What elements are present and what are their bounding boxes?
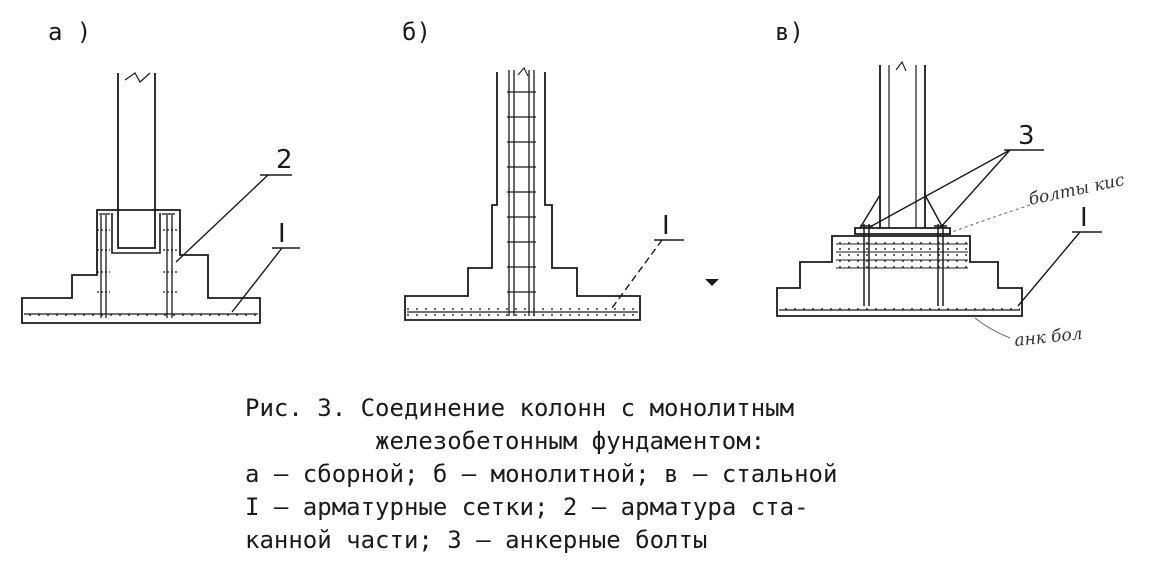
caption-line-3: а – сборной; б – монолитной; в – стальной <box>245 460 838 488</box>
panel-a-socket <box>112 213 160 253</box>
panel-c-steel-column <box>775 18 1127 351</box>
panel-a-foundation <box>22 210 260 323</box>
panel-a-leader-2 <box>176 175 268 262</box>
panel-b-callout-1: I <box>662 211 670 241</box>
panel-b-column-cage <box>507 68 536 316</box>
panel-c-handwritten-bottom: анк бол <box>1013 323 1084 351</box>
caption-line-5: канной части; 3 – анкерные болты <box>245 526 708 554</box>
panel-c-handwritten-top: болты кис <box>1026 170 1127 210</box>
panel-a-callout-2: 2 <box>276 145 293 175</box>
panel-b-leader-1 <box>612 240 662 308</box>
panel-c-column <box>880 65 925 228</box>
panel-c-stiffeners <box>860 195 943 228</box>
panel-c-leader-3b <box>940 150 1010 228</box>
panel-c-callout-3: 3 <box>1018 121 1035 151</box>
panel-a-callout-1: I <box>278 219 286 249</box>
panel-a-precast-column <box>22 18 300 323</box>
panel-b-outline <box>405 72 640 320</box>
panel-c-callout-1: I <box>1080 203 1088 233</box>
panel-a-leader-1 <box>232 248 282 312</box>
caption-line-4: I – арматурные сетки; 2 – арматура ста- <box>245 493 809 521</box>
stray-mark <box>705 279 719 286</box>
caption-line-1: Рис. 3. Соединение колонн с монолитным <box>245 394 795 422</box>
panel-a-socket-rebar <box>97 214 178 318</box>
figure-caption <box>245 392 945 557</box>
panel-a-column <box>118 73 155 248</box>
panel-b-label: б) <box>402 18 431 46</box>
panel-c-hand-leader-bottom <box>975 318 1010 338</box>
panel-a-label: а ) <box>48 18 92 46</box>
panel-c-label: в) <box>775 18 804 46</box>
panel-c-leader-1 <box>1018 232 1080 306</box>
panel-c-upper-mesh <box>836 242 968 272</box>
caption-line-2: железобетонным фундаментом: <box>375 427 766 455</box>
panel-c-hand-leader-top <box>952 205 1030 232</box>
panel-b-monolithic-column <box>402 18 684 320</box>
